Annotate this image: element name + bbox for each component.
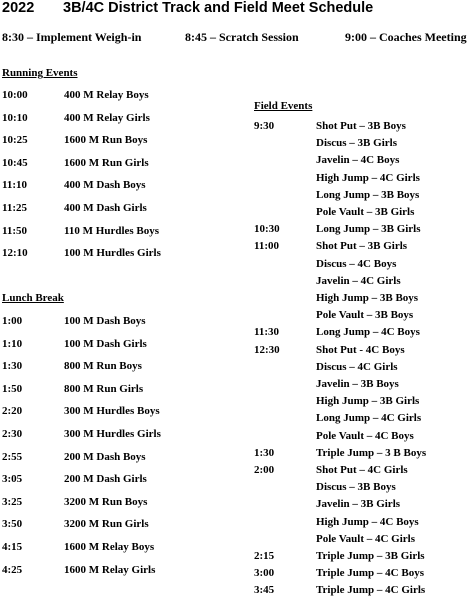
event-time: 11:25 xyxy=(2,202,28,214)
event-time: 1:30 xyxy=(2,360,23,373)
event-time: 11:50 xyxy=(2,224,28,237)
event-name: Discus – 3B Girls xyxy=(316,137,397,150)
event-name: Pole Vault – 3B Girls xyxy=(316,206,415,218)
event-name: High Jump – 4C Boys xyxy=(316,515,419,528)
event-name: Long Jump – 4C Girls xyxy=(316,412,422,425)
event-name: 400 M Relay Girls xyxy=(64,111,150,124)
running-events-heading: Running Events xyxy=(2,67,78,79)
event-name: High Jump – 3B Girls xyxy=(316,395,420,408)
event-name: 1600 M Run Boys xyxy=(64,134,148,147)
event-name: Pole Vault – 3B Boys xyxy=(316,309,414,322)
event-time: 10:45 xyxy=(2,156,28,169)
lunch-break-heading: Lunch Break xyxy=(2,292,64,304)
event-name: 400 M Dash Boys xyxy=(64,179,146,192)
event-name: Shot Put - 4C Boys xyxy=(316,343,405,356)
event-time: 2:00 xyxy=(254,464,275,476)
event-time: 10:30 xyxy=(254,223,280,236)
event-name: 3200 M Run Girls xyxy=(64,518,149,531)
event-time: 11:00 xyxy=(254,240,280,253)
event-name: Triple Jump – 4C Boys xyxy=(316,567,424,580)
event-name: High Jump – 4C Girls xyxy=(316,171,420,184)
event-time: 4:15 xyxy=(2,541,23,553)
event-name: Long Jump – 3B Boys xyxy=(316,188,420,201)
event-name: 800 M Run Girls xyxy=(64,382,144,395)
event-name: 100 M Dash Girls xyxy=(64,337,147,350)
event-name: 800 M Run Boys xyxy=(64,360,142,373)
event-name: Discus – 4C Girls xyxy=(316,360,398,373)
event-name: 1600 M Run Girls xyxy=(64,156,149,169)
event-time: 1:50 xyxy=(2,382,23,395)
event-name: High Jump – 3B Boys xyxy=(316,292,419,304)
event-name: Pole Vault – 4C Girls xyxy=(316,532,416,545)
event-name: 300 M Hurdles Girls xyxy=(64,428,161,440)
event-time: 12:10 xyxy=(2,247,28,260)
event-time: 3:45 xyxy=(254,584,275,597)
title-text: 3B/4C District Track and Field Meet Schedule xyxy=(63,0,374,16)
event-time: 3:05 xyxy=(2,473,23,486)
event-time: 10:10 xyxy=(2,111,28,124)
event-name: 3200 M Run Boys xyxy=(64,495,148,508)
page-title xyxy=(2,0,472,16)
event-time: 2:15 xyxy=(254,550,275,562)
event-name: Shot Put – 4C Girls xyxy=(316,464,408,476)
event-name: Javelin – 4C Boys xyxy=(316,154,400,167)
title-year: 2022 xyxy=(2,0,35,16)
event-name: Shot Put – 3B Boys xyxy=(316,120,406,132)
event-name: Pole Vault – 4C Boys xyxy=(316,429,414,442)
event-name: Discus – 4C Boys xyxy=(316,257,397,270)
event-time: 2:30 xyxy=(2,428,23,440)
event-name: Javelin – 3B Girls xyxy=(316,498,401,511)
event-name: 100 M Hurdles Girls xyxy=(64,247,161,260)
event-time: 10:25 xyxy=(2,134,28,147)
event-name: Triple Jump – 3B Girls xyxy=(316,550,425,562)
event-name: 200 M Dash Girls xyxy=(64,473,147,486)
schedule-item-coaches-meeting: 9:00 – Coaches Meeting xyxy=(345,30,467,44)
event-name: Long Jump – 4C Boys xyxy=(316,326,420,339)
event-name: 400 M Relay Boys xyxy=(64,89,149,101)
event-time: 4:25 xyxy=(2,563,23,576)
event-time: 11:30 xyxy=(254,326,280,339)
event-name: Shot Put – 3B Girls xyxy=(316,240,408,253)
field-events-heading: Field Events xyxy=(254,100,313,112)
event-time: 3:50 xyxy=(2,518,23,531)
event-name: Long Jump – 3B Girls xyxy=(316,223,421,236)
event-name: Discus – 3B Boys xyxy=(316,481,396,494)
event-name: Triple Jump – 4C Girls xyxy=(316,584,426,597)
event-time: 1:10 xyxy=(2,337,23,350)
event-time: 3:25 xyxy=(2,495,23,508)
event-time: 9:30 xyxy=(254,120,275,132)
event-name: Javelin – 3B Boys xyxy=(316,378,399,390)
event-time: 10:00 xyxy=(2,89,28,101)
event-time: 3:00 xyxy=(254,567,275,580)
event-time: 12:30 xyxy=(254,343,280,356)
event-name: 400 M Dash Girls xyxy=(64,202,147,214)
event-name: 110 M Hurdles Boys xyxy=(64,224,160,237)
schedule-item-scratch-session: 8:45 – Scratch Session xyxy=(185,30,299,44)
schedule-item-weigh-in: 8:30 – Implement Weigh-in xyxy=(2,30,142,44)
event-name: 1600 M Relay Girls xyxy=(64,563,156,576)
event-name: 100 M Dash Boys xyxy=(64,315,146,327)
event-time: 11:10 xyxy=(2,179,28,192)
event-name: 1600 M Relay Boys xyxy=(64,541,155,553)
event-name: Javelin – 4C Girls xyxy=(316,274,401,287)
event-time: 2:55 xyxy=(2,450,23,463)
event-name: 300 M Hurdles Boys xyxy=(64,405,160,418)
event-time: 1:30 xyxy=(254,446,275,459)
event-time: 1:00 xyxy=(2,315,23,327)
event-name: Triple Jump – 3 B Boys xyxy=(316,446,427,459)
event-name: 200 M Dash Boys xyxy=(64,450,146,463)
event-time: 2:20 xyxy=(2,405,23,418)
